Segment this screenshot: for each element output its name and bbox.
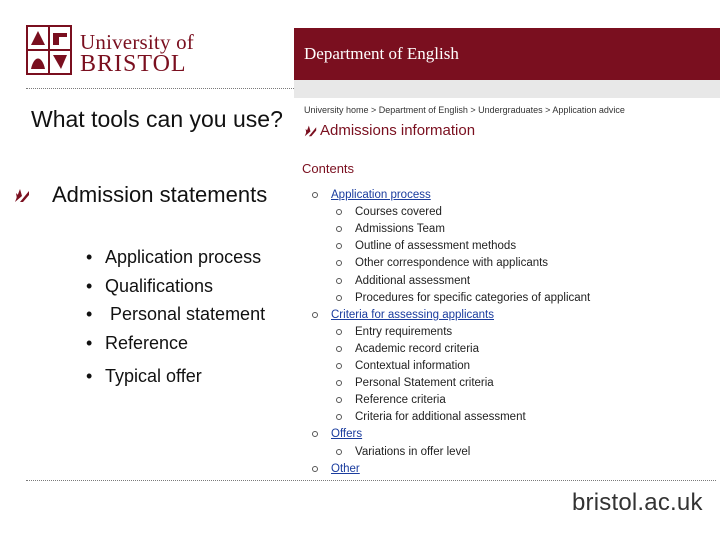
admissions-heading-label: Admissions information — [320, 122, 476, 139]
toc-subitem — [336, 394, 446, 406]
toc-item-label: Contextual information — [355, 360, 471, 372]
toc-subitem — [336, 292, 590, 304]
breadcrumb[interactable]: University home > Department of English > Undergraduates > Application advice — [304, 105, 625, 115]
circle-bullet-icon — [336, 363, 342, 369]
toc-item-label[interactable]: Application process — [331, 189, 431, 201]
slide-title: What tools can you use? — [31, 106, 283, 132]
toc-subitem — [336, 326, 452, 338]
toc-item-label: Reference criteria — [355, 394, 446, 407]
list-item-label: Typical offer — [105, 366, 202, 386]
toc-item-label: Procedures for specific categories of applicant — [355, 291, 591, 304]
main-bullet — [14, 182, 267, 208]
toc-item-label: Personal Statement criteria — [355, 377, 494, 390]
bullet-dot: • — [86, 275, 93, 296]
list-item-label: Application process — [105, 247, 262, 267]
university-logo — [26, 25, 194, 77]
toc-item-label[interactable]: Criteria for assessing applicants — [331, 308, 494, 321]
university-crest-icon — [26, 25, 72, 75]
list-item-typical-offer — [86, 366, 202, 387]
toc-subitem — [336, 360, 470, 372]
bristol-mark-icon — [14, 187, 30, 203]
toc-section-link[interactable] — [312, 463, 360, 475]
sub-bullet-list — [86, 243, 265, 357]
toc-subitem — [336, 223, 445, 235]
webpage-screenshot — [294, 28, 720, 480]
toc-item-label: Variations in offer level — [355, 445, 471, 458]
circle-bullet-icon — [336, 226, 342, 232]
toc-section-link[interactable] — [312, 428, 362, 440]
nav-band — [294, 80, 720, 98]
toc-item-label: Entry requirements — [355, 325, 453, 338]
logo-text-line1: University of — [80, 30, 194, 54]
circle-bullet-icon — [312, 466, 318, 472]
toc-subitem — [336, 446, 470, 458]
toc-subitem — [336, 240, 516, 252]
admissions-heading — [304, 122, 475, 139]
list-item — [86, 243, 265, 272]
circle-bullet-icon — [312, 431, 318, 437]
toc-item-label: Outline of assessment methods — [355, 240, 517, 253]
bullet-dot: • — [86, 366, 93, 386]
circle-bullet-icon — [336, 397, 342, 403]
circle-bullet-icon — [336, 380, 342, 386]
department-header — [294, 28, 720, 80]
toc-item-label: Courses covered — [355, 206, 442, 219]
toc-item-label: Additional assessment — [355, 274, 471, 287]
bullet-dot: • — [86, 304, 93, 324]
circle-bullet-icon — [336, 329, 342, 335]
contents-label: Contents — [302, 161, 355, 176]
toc-subitem — [336, 275, 470, 287]
toc-item-label[interactable]: Other — [331, 462, 360, 475]
list-item — [86, 300, 265, 329]
circle-bullet-icon — [336, 209, 342, 215]
list-item-label: Personal statement — [105, 304, 266, 324]
main-bullet-label: Admission statements — [52, 182, 268, 207]
toc-item-label: Academic record criteria — [355, 342, 479, 355]
footer-domain: bristol.ac.uk — [572, 489, 703, 516]
top-divider — [26, 88, 294, 89]
toc-item-label[interactable]: Offers — [331, 428, 363, 441]
logo-text-line2: BRISTOL — [80, 51, 187, 77]
toc-item-label: Admissions Team — [355, 223, 445, 236]
toc-item-label: Other correspondence with applicants — [355, 257, 549, 270]
bristol-mark-icon — [304, 124, 317, 137]
toc-subitem — [336, 206, 442, 218]
bullet-dot: • — [86, 332, 93, 353]
circle-bullet-icon — [336, 243, 342, 249]
toc-subitem — [336, 343, 479, 355]
toc-item-label: Criteria for additional assessment — [355, 411, 526, 424]
list-item-label: Qualifications — [105, 275, 214, 296]
list-item — [86, 329, 265, 358]
circle-bullet-icon — [312, 312, 318, 318]
toc-subitem — [336, 377, 494, 389]
bottom-divider — [26, 480, 716, 481]
bullet-dot: • — [86, 247, 93, 267]
circle-bullet-icon — [312, 192, 318, 198]
circle-bullet-icon — [336, 295, 342, 301]
toc-section-link[interactable] — [312, 189, 431, 201]
list-item — [86, 272, 265, 301]
circle-bullet-icon — [336, 346, 342, 352]
toc-section-link[interactable] — [312, 309, 494, 321]
list-item-label: Reference — [105, 332, 189, 353]
circle-bullet-icon — [336, 278, 342, 284]
circle-bullet-icon — [336, 449, 342, 455]
toc-subitem — [336, 257, 548, 269]
circle-bullet-icon — [336, 414, 342, 420]
toc-subitem — [336, 411, 526, 423]
department-title: Department of English — [304, 44, 459, 63]
circle-bullet-icon — [336, 260, 342, 266]
